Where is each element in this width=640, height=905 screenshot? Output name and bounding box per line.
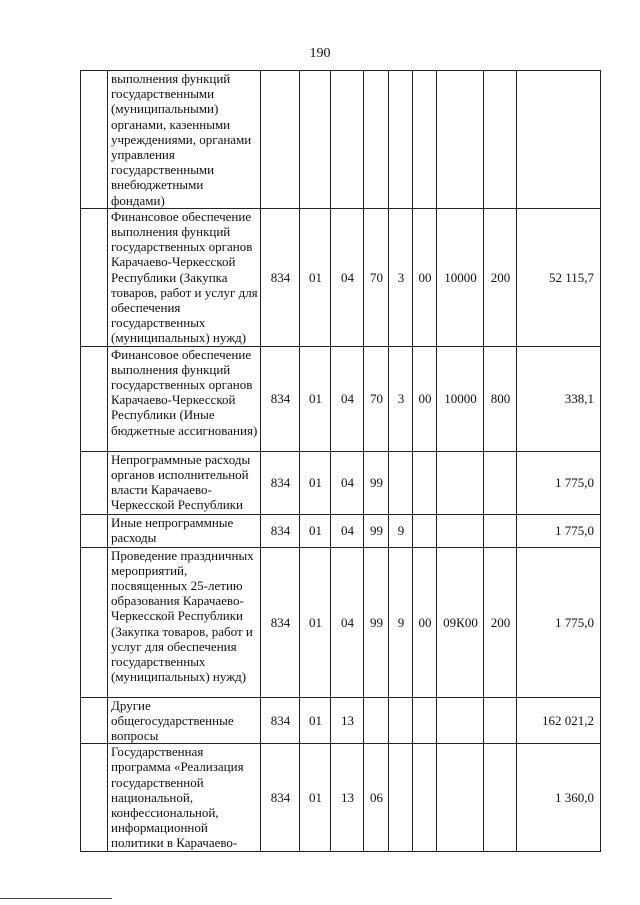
subsection-code: 04	[331, 346, 364, 451]
direction-code: 10000	[437, 208, 484, 346]
page-number: 190	[309, 46, 331, 61]
amount: 162 021,2	[517, 697, 601, 744]
expense-name: Финансовое обеспечение выполнения функций государственных органов Карачаево-Черкесской Республики (Закупка товаров, работ и услуг для обеспечения государственных (муниципальных) нужд)	[108, 208, 261, 346]
amount: 1 775,0	[517, 514, 601, 547]
subprogram-code	[389, 451, 413, 514]
program-code: 70	[364, 346, 389, 451]
amount: 338,1	[517, 346, 601, 451]
program-code: 99	[364, 451, 389, 514]
expense-type-code	[484, 451, 517, 514]
program-code: 99	[364, 514, 389, 547]
budget-table	[80, 70, 601, 852]
table-row	[81, 547, 601, 697]
section-code: 01	[300, 744, 331, 851]
subsection-code: 04	[331, 514, 364, 547]
dept-code: 834	[261, 451, 300, 514]
amount	[517, 71, 601, 209]
expense-type-code: 200	[484, 208, 517, 346]
expense-name: Финансовое обеспечение выполнения функций государственных органов Карачаево-Черкесской Республики (Иные бюджетные ассигнования)	[108, 346, 261, 451]
main-activity-code: 00	[413, 208, 437, 346]
expense-type-code: 200	[484, 547, 517, 697]
subsection-code: 04	[331, 208, 364, 346]
row-marker-cell	[81, 451, 108, 514]
expense-name: Проведение праздничных мероприятий, посвященных 25-летию образования Карачаево-Черкесской Республики (Закупка товаров, работ и услуг для обеспечения государственных (муниципальных) нужд)	[108, 547, 261, 697]
program-code: 06	[364, 744, 389, 851]
dept-code: 834	[261, 208, 300, 346]
subsection-code: 13	[331, 697, 364, 744]
section-code: 01	[300, 451, 331, 514]
subprogram-code	[389, 697, 413, 744]
row-marker-cell	[81, 744, 108, 851]
dept-code: 834	[261, 547, 300, 697]
expense-name: Непрограммные расходы органов исполнительной власти Карачаево-Черкесской Республики	[108, 451, 261, 514]
row-marker-cell	[81, 547, 108, 697]
section-code	[300, 71, 331, 209]
expense-type-code: 800	[484, 346, 517, 451]
subprogram-code: 9	[389, 547, 413, 697]
row-marker-cell	[81, 697, 108, 744]
expense-type-code	[484, 744, 517, 851]
subsection-code: 13	[331, 744, 364, 851]
subprogram-code: 9	[389, 514, 413, 547]
direction-code: 09К00	[437, 547, 484, 697]
expense-type-code	[484, 697, 517, 744]
amount: 1 360,0	[517, 744, 601, 851]
section-code: 01	[300, 346, 331, 451]
expense-name: Другие общегосударственные вопросы	[108, 697, 261, 744]
row-marker-cell	[81, 208, 108, 346]
main-activity-code	[413, 451, 437, 514]
subprogram-code	[389, 744, 413, 851]
section-code: 01	[300, 514, 331, 547]
row-marker-cell	[81, 514, 108, 547]
program-code: 70	[364, 208, 389, 346]
direction-code	[437, 71, 484, 209]
subsection-code	[331, 71, 364, 209]
table-row	[81, 744, 601, 851]
table-row	[81, 514, 601, 547]
amount: 52 115,7	[517, 208, 601, 346]
table-row	[81, 346, 601, 451]
direction-code	[437, 451, 484, 514]
dept-code: 834	[261, 744, 300, 851]
direction-code	[437, 744, 484, 851]
amount: 1 775,0	[517, 451, 601, 514]
section-code: 01	[300, 697, 331, 744]
main-activity-code: 00	[413, 547, 437, 697]
dept-code: 834	[261, 514, 300, 547]
section-code: 01	[300, 208, 331, 346]
main-activity-code	[413, 744, 437, 851]
dept-code: 834	[261, 697, 300, 744]
table-row	[81, 697, 601, 744]
main-activity-code	[413, 697, 437, 744]
expense-name: выполнения функций государственными (муниципальными) органами, казенными учреждениями, органами управления государственными внебюджетными фондами)	[108, 71, 261, 209]
footer-rule	[0, 898, 112, 899]
dept-code	[261, 71, 300, 209]
direction-code	[437, 697, 484, 744]
row-marker-cell	[81, 346, 108, 451]
expense-type-code	[484, 514, 517, 547]
main-activity-code	[413, 514, 437, 547]
main-activity-code	[413, 71, 437, 209]
program-code: 99	[364, 547, 389, 697]
table-row	[81, 208, 601, 346]
program-code	[364, 697, 389, 744]
dept-code: 834	[261, 346, 300, 451]
program-code	[364, 71, 389, 209]
subprogram-code	[389, 71, 413, 209]
direction-code: 10000	[437, 346, 484, 451]
subprogram-code: 3	[389, 208, 413, 346]
main-activity-code: 00	[413, 346, 437, 451]
section-code: 01	[300, 547, 331, 697]
amount: 1 775,0	[517, 547, 601, 697]
subsection-code: 04	[331, 451, 364, 514]
table-row	[81, 71, 601, 209]
subprogram-code: 3	[389, 346, 413, 451]
table-row	[81, 451, 601, 514]
expense-name: Государственная программа «Реализация государственной национальной, конфессиональной, информационной политики в Карачаево-	[108, 744, 261, 851]
row-marker-cell	[81, 71, 108, 209]
expense-name: Иные непрограммные расходы	[108, 514, 261, 547]
direction-code	[437, 514, 484, 547]
expense-type-code	[484, 71, 517, 209]
subsection-code: 04	[331, 547, 364, 697]
